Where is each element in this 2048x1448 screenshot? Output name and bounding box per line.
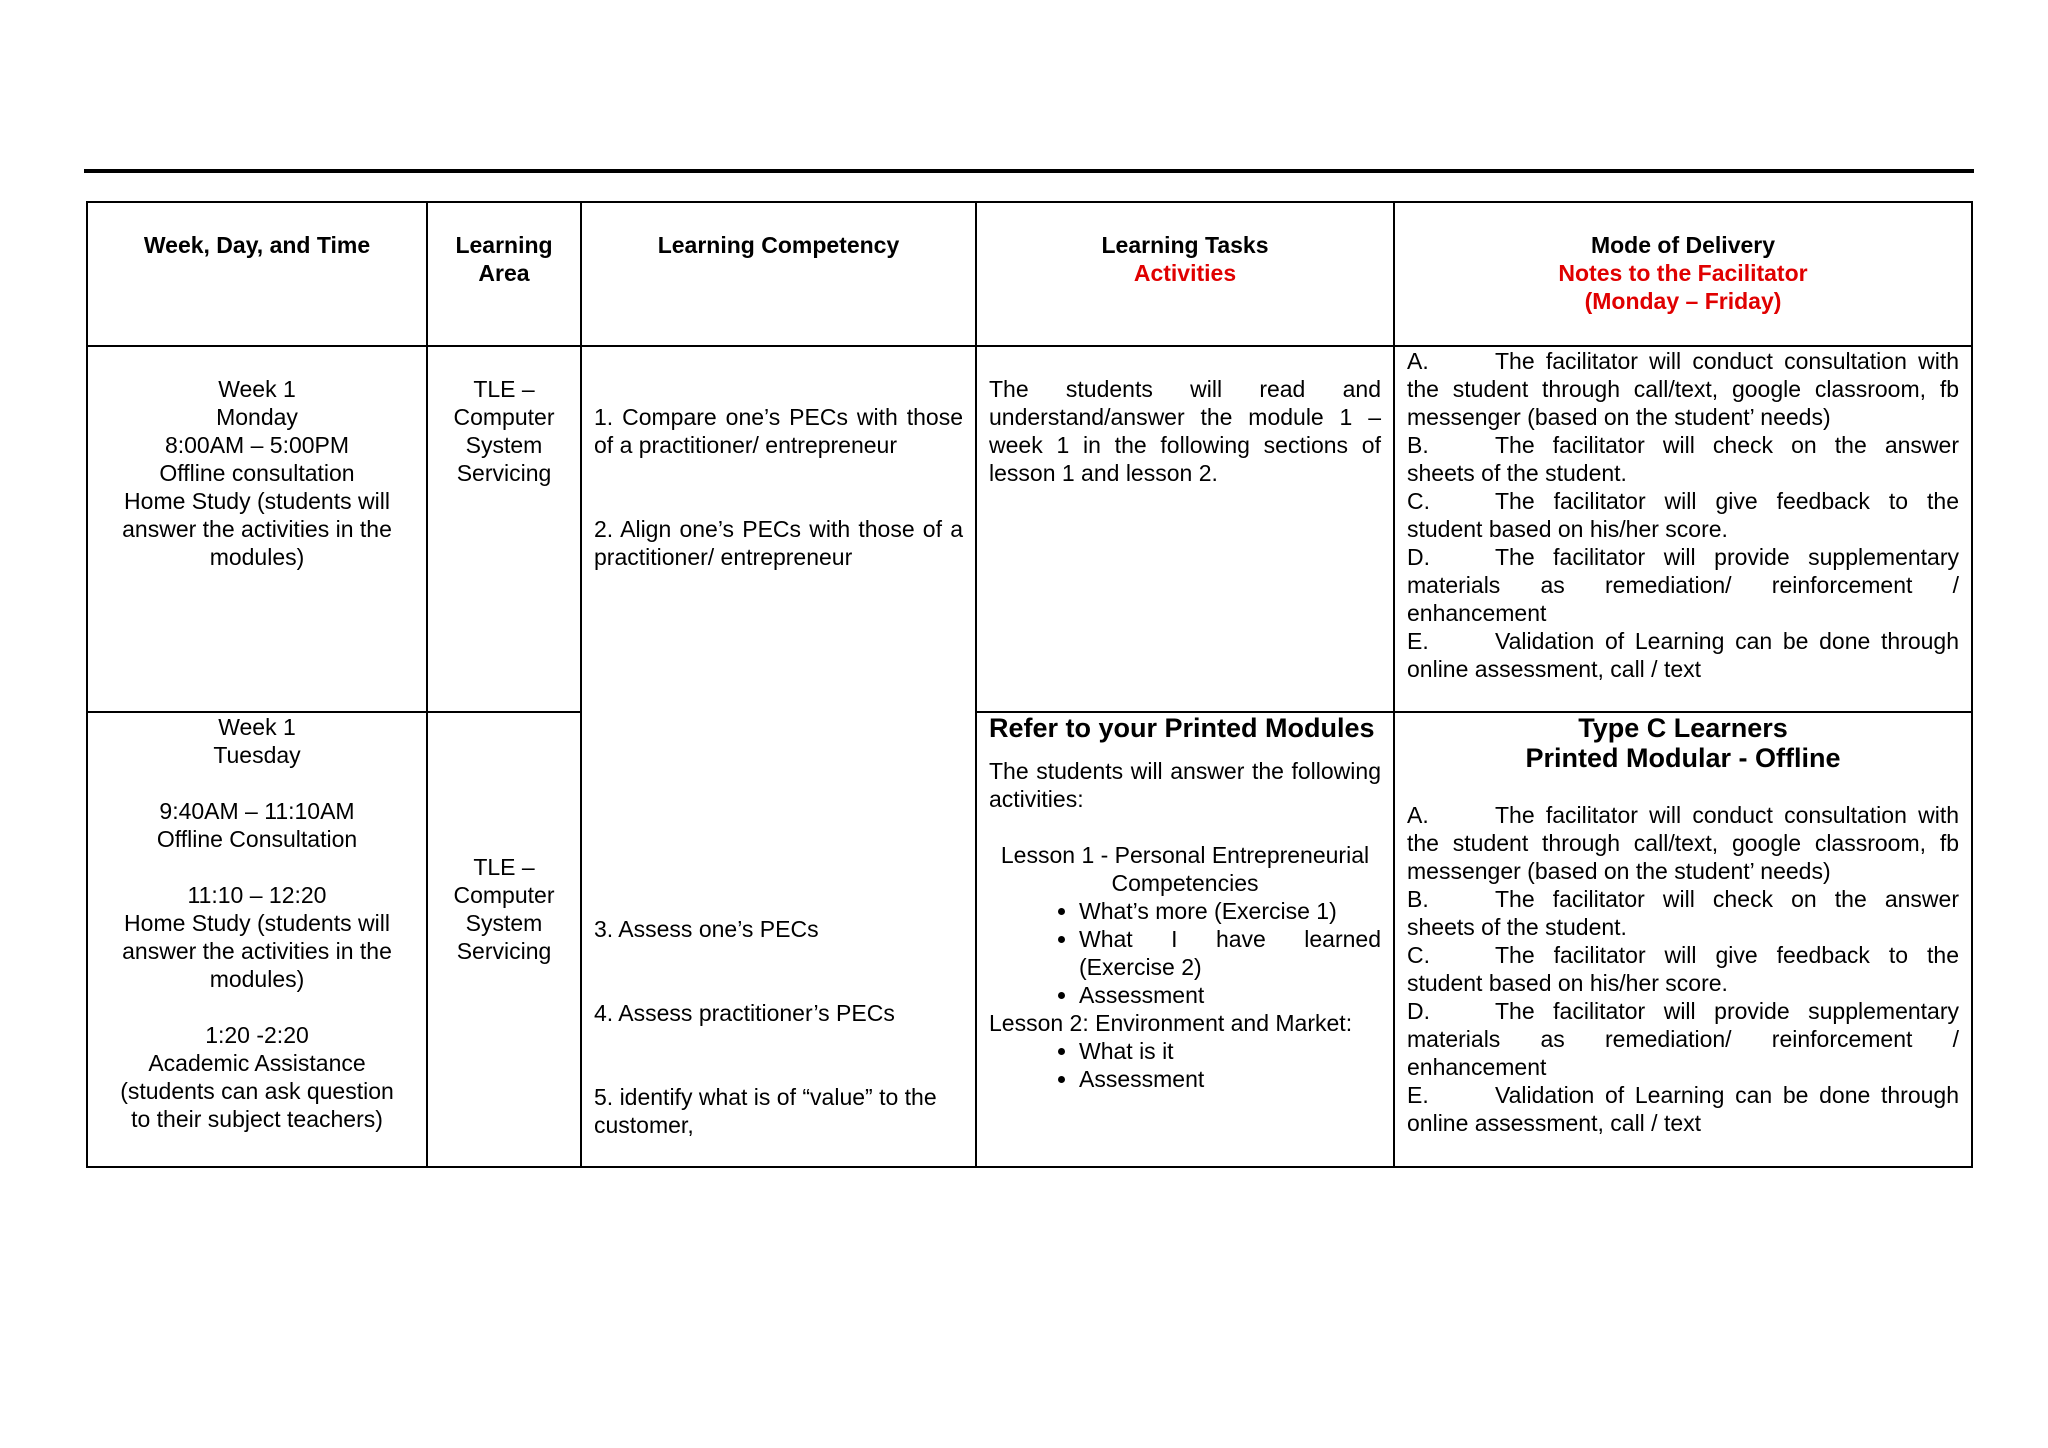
header-monday-friday-label: (Monday – Friday) [1584, 288, 1782, 314]
learning-area-line: System [465, 432, 543, 458]
facilitator-note [1407, 1081, 1959, 1137]
competency-item: 2. Align one’s PECs with those of a practitioner/ entrepreneur [594, 516, 963, 570]
facilitator-note [1407, 431, 1959, 487]
tasks-text: The students will read and understand/answer the module 1 – week 1 in the following sections of lesson 1 and lesson 2. [989, 376, 1381, 486]
header-learning-competency [581, 202, 976, 346]
header-learning-tasks-label: Learning Tasks [1101, 232, 1269, 258]
note-text: The facilitator will conduct consultation with the student through call/text, google classroom, fb messenger (based on the student’ needs) [1407, 802, 1959, 884]
note-text: The facilitator will check on the answer sheets of the student. [1407, 886, 1959, 940]
lesson1-activity-list [989, 897, 1381, 1009]
facilitator-note [1407, 801, 1959, 885]
cell-learning-competencies [581, 346, 976, 1167]
learning-area-line: TLE – [473, 376, 535, 402]
session-label: Offline Consultation [156, 826, 358, 852]
note-letter: A. [1407, 802, 1429, 828]
header-notes-facilitator-label: Notes to the Facilitator [1558, 260, 1808, 286]
cell-monday-tasks [976, 346, 1394, 712]
note-letter: A. [1407, 348, 1429, 374]
facilitator-note [1407, 997, 1959, 1081]
header-learning-area-line1: Learning [455, 232, 553, 258]
learning-area-line: System [465, 910, 543, 936]
header-mode-of-delivery [1394, 202, 1972, 346]
note-letter: B. [1407, 432, 1429, 458]
cell-tuesday-tasks [976, 712, 1394, 1167]
day-label: Tuesday [213, 742, 301, 768]
cell-tuesday-facilitator-notes [1394, 712, 1972, 1167]
time-label: 9:40AM – 11:10AM [159, 798, 355, 824]
note-text: The facilitator will provide supplementary materials as remediation/ reinforcement / enhancement [1407, 998, 1959, 1080]
time-label: 1:20 -2:20 [205, 1022, 309, 1048]
facilitator-note [1407, 941, 1959, 997]
note-text: The facilitator will check on the answer sheets of the student. [1407, 432, 1959, 486]
note-letter: E. [1407, 1082, 1429, 1108]
learning-area-line: Computer [453, 882, 555, 908]
cell-monday-learning-area [427, 346, 581, 712]
weekly-learning-plan-table [86, 201, 1973, 1168]
session-label: Academic Assistance (students can ask question to their subject teachers) [120, 1050, 394, 1132]
cell-monday-facilitator-notes [1394, 346, 1972, 712]
note-text: Validation of Learning can be done through online assessment, call / text [1407, 1082, 1959, 1136]
lesson2-activity-list [989, 1037, 1381, 1093]
note-letter: D. [1407, 998, 1430, 1024]
header-row [87, 202, 1972, 346]
activity-item: • What’s more (Exercise 1) [1079, 897, 1381, 925]
competency-item: 1. Compare one’s PECs with those of a practitioner/ entrepreneur [594, 404, 963, 458]
time-label: 8:00AM – 5:00PM [164, 432, 350, 458]
note-text: The facilitator will give feedback to the student based on his/her score. [1407, 942, 1959, 996]
header-learning-area [427, 202, 581, 346]
facilitator-note [1407, 885, 1959, 941]
header-week-day-time [87, 202, 427, 346]
note-letter: E. [1407, 628, 1429, 654]
delivery-mode-title: Printed Modular - Offline [1525, 743, 1841, 773]
week-label: Week 1 [218, 376, 296, 402]
learning-area-line: Computer [453, 404, 555, 430]
header-activities-label: Activities [1133, 260, 1237, 286]
lesson-heading: Lesson 1 - Personal Entrepreneurial Competencies [1000, 842, 1370, 896]
note-text: The facilitator will conduct consultation with the student through call/text, google classroom, fb messenger (based on the student’ needs) [1407, 348, 1959, 430]
note-text: The facilitator will give feedback to the student based on his/her score. [1407, 488, 1959, 542]
activity-item: • What I have learned (Exercise 2) [1079, 925, 1381, 981]
session-label: Home Study (students will answer the activities in the modules) [122, 488, 392, 570]
facilitator-note [1407, 487, 1959, 543]
header-learning-area-line2: Area [478, 260, 530, 286]
lesson-heading: Lesson 2: Environment and Market: [989, 1010, 1353, 1036]
competency-item: 4. Assess practitioner’s PECs [594, 1000, 895, 1026]
session-label: Offline consultation [159, 460, 355, 486]
competency-item: 5. identify what is of “value” to the customer, [594, 1084, 937, 1138]
week-label: Week 1 [218, 714, 296, 740]
day-label: Monday [216, 404, 298, 430]
cell-monday-schedule [87, 346, 427, 712]
note-letter: C. [1407, 488, 1430, 514]
note-letter: C. [1407, 942, 1430, 968]
cell-tuesday-learning-area [427, 712, 581, 1167]
row-monday [87, 346, 1972, 712]
facilitator-note [1407, 543, 1959, 627]
competency-item: 3. Assess one’s PECs [594, 916, 819, 942]
session-label: Home Study (students will answer the activities in the modules) [122, 910, 392, 992]
learning-area-line: Servicing [456, 460, 552, 486]
tasks-intro: The students will answer the following activities: [989, 758, 1381, 812]
note-letter: D. [1407, 544, 1430, 570]
tasks-title: Refer to your Printed Modules [989, 713, 1375, 743]
time-label: 11:10 – 12:20 [187, 882, 327, 908]
learner-type-title: Type C Learners [1578, 713, 1788, 743]
top-rule [84, 169, 1974, 173]
facilitator-note [1407, 627, 1959, 683]
header-week-day-time-label: Week, Day, and Time [143, 232, 371, 258]
activity-item: • Assessment [1079, 981, 1381, 1009]
activity-item: • Assessment [1079, 1065, 1381, 1093]
facilitator-note [1407, 347, 1959, 431]
header-mode-of-delivery-label: Mode of Delivery [1590, 232, 1776, 258]
note-text: Validation of Learning can be done through online assessment, call / text [1407, 628, 1959, 682]
header-learning-tasks [976, 202, 1394, 346]
activity-item: • What is it [1079, 1037, 1381, 1065]
note-text: The facilitator will provide supplementary materials as remediation/ reinforcement / enhancement [1407, 544, 1959, 626]
learning-area-line: TLE – [473, 854, 535, 880]
header-learning-competency-label: Learning Competency [657, 232, 900, 258]
learning-area-line: Servicing [456, 938, 552, 964]
row-tuesday [87, 712, 1972, 1167]
note-letter: B. [1407, 886, 1429, 912]
cell-tuesday-schedule [87, 712, 427, 1167]
